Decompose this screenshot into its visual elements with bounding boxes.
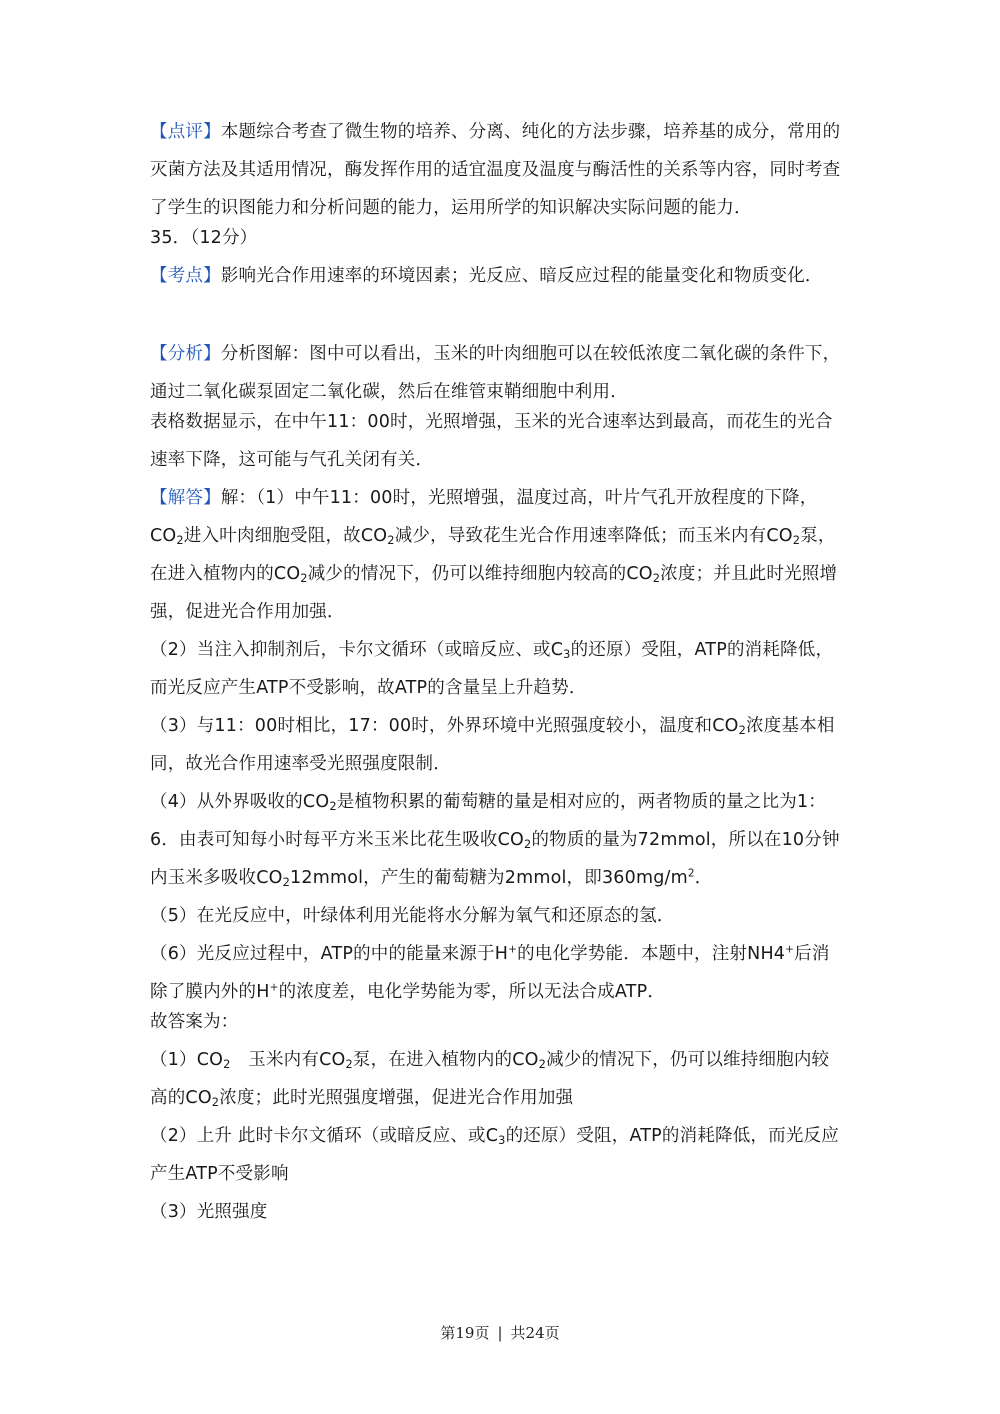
review-line-1: 【点评】本题综合考查了微生物的培养、分离、纯化的方法步骤，培养基的成分，常用的 (150, 122, 841, 142)
review-line-3: 了学生的识图能力和分析问题的能力，运用所学的知识解决实际问题的能力． (150, 198, 752, 218)
solution-part-5: （5）在光反应中，叶绿体利用光能将水分解为氧气和还原态的氢． (150, 906, 675, 926)
solution-part-4-line-2: 6．由表可知每小时每平方米玉米比花生吸收$CO_2$的物质的量为72mmol，所以在10分钟 (150, 830, 840, 851)
analysis-tag: 【分析】 (150, 344, 221, 364)
review-tag: 【点评】 (150, 122, 221, 142)
solution-part-4-line-3: 内玉米多吸收$CO_212mmol$，产生的葡萄糖为2mmol，即$360mg/m^2$． (150, 867, 713, 889)
answer-2-line-2: 产生ATP不受影响 (150, 1164, 289, 1184)
analysis-line-2: 通过二氧化碳泵固定二氧化碳，然后在维管束鞘细胞中利用． (150, 382, 628, 402)
solution-tag: 【解答】 (150, 488, 221, 508)
footer-separator: | (497, 1324, 503, 1342)
solution-part-6-line-2: 除了膜内外的H+的浓度差，电化学势能为零，所以无法合成ATP． (150, 981, 666, 1002)
kaodian-tag: 【考点】 (150, 266, 221, 286)
page-footer (0, 1322, 1000, 1343)
solution-part-4-line-1: （4）从外界吸收的$CO_2$是植物积累的葡萄糖的量是相对应的，两者物质的量之比为1： (150, 792, 826, 813)
answer-1-line-1: $(1)CO_2$ 玉米内有$CO_2$泵，在进入植物内的$CO_2$减少的情况下，仍可以维持细胞内较 (150, 1050, 830, 1071)
page-total: 共24页 (510, 1324, 560, 1342)
solution-part-3-line-1: （3）与11：00时相比，17：00时，外界环境中光照强度较小，温度和$CO_2$浓度基本相 (150, 716, 835, 737)
solution-part-3-line-2: 同，故光合作用速率受光照强度限制． (150, 754, 451, 774)
analysis-line-4: 速率下降，这可能与气孔关闭有关． (150, 450, 434, 470)
analysis-line-1: 【分析】分析图解：图中可以看出，玉米的叶肉细胞可以在较低浓度二氧化碳的条件下， (150, 344, 841, 364)
page-number: 第19页 (440, 1324, 490, 1342)
solution-part-2-line-1: （2）当注入抑制剂后，卡尔文循环（或暗反应、或$C_3$的还原）受阻，ATP的消耗降低， (150, 640, 834, 661)
solution-line-4: 强，促进光合作用加强． (150, 602, 345, 622)
answer-1-line-2: 高的$CO_2$浓度；此时光照强度增强，促进光合作用加强 (150, 1088, 574, 1109)
answer-heading: 故答案为： (150, 1012, 239, 1032)
review-line-2: 灭菌方法及其适用情况，酶发挥作用的适宜温度及温度与酶活性的关系等内容，同时考查 (150, 160, 841, 180)
document-body (150, 120, 860, 1224)
kaodian-line: 【考点】影响光合作用速率的环境因素；光反应、暗反应过程的能量变化和物质变化． (150, 266, 823, 286)
analysis-line-3: 表格数据显示，在中午11：00时，光照增强，玉米的光合速率达到最高，而花生的光合 (150, 412, 833, 432)
solution-part-6-line-1: （6）光反应过程中，ATP的中的能量来源于H+的电化学势能．本题中，注射NH4+后消 (150, 943, 830, 964)
solution-line-2: $CO_2$进入叶肉细胞受阻，故$CO_2$减少，导致花生光合作用速率降低；而玉米内有$CO_2$泵， (150, 526, 836, 547)
question-number: 35．（12分） (150, 228, 258, 248)
solution-line-1: 【解答】解：（1）中午11：00时，光照增强，温度过高，叶片气孔开放程度的下降， (150, 488, 818, 508)
answer-3: （3）光照强度 (150, 1202, 268, 1222)
solution-line-3: 在进入植物内的$CO_2$减少的情况下，仍可以维持细胞内较高的$CO_2$浓度；并且此时光照增 (150, 564, 838, 585)
answer-2-line-1: （2）上升 此时卡尔文循环（或暗反应、或$C_3$的还原）受阻，ATP的消耗降低，而光反应 (150, 1126, 839, 1147)
solution-part-2-line-2: 而光反应产生ATP不受影响，故ATP的含量呈上升趋势． (150, 678, 587, 698)
